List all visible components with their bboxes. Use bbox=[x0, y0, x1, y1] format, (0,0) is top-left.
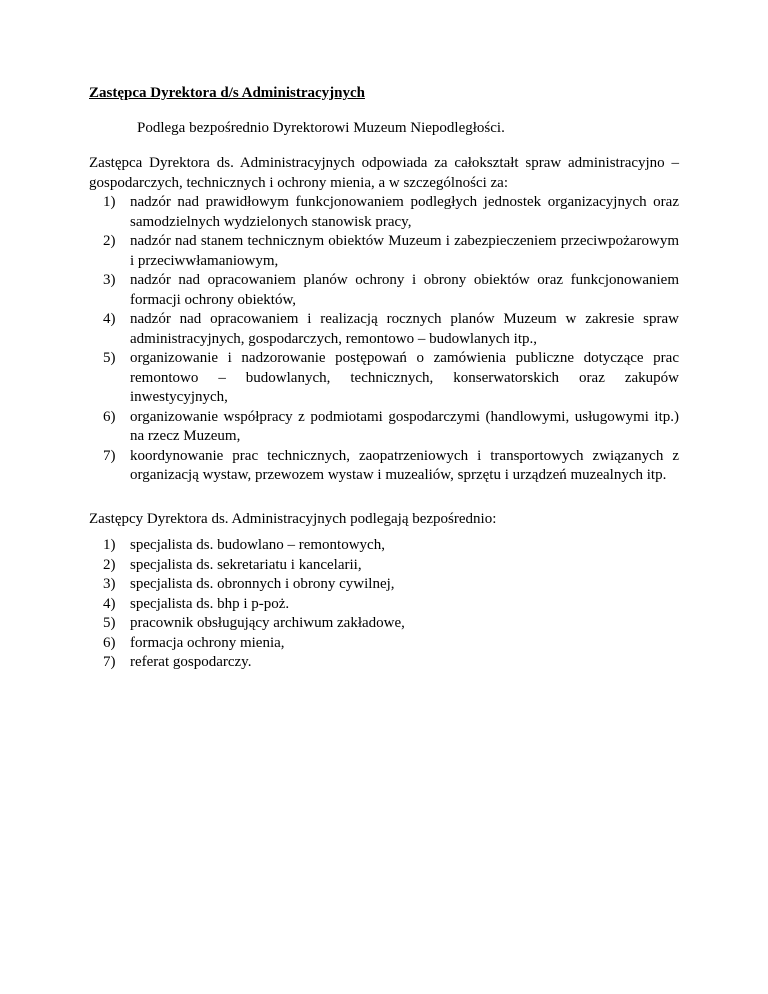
list-item bbox=[89, 232, 679, 271]
list-item-text: nadzór nad prawidłowym funkcjonowaniem podległych jednostek organizacyjnych oraz samodzielnych wydzielonych stanowisk pracy, bbox=[130, 194, 679, 230]
list-item-number: 7) bbox=[103, 447, 116, 464]
list-item-number: 5) bbox=[103, 615, 116, 631]
responsibilities-section bbox=[89, 154, 679, 486]
subordination-statement: Podlega bezpośrednio Dyrektorowi Muzeum Niepodległości. bbox=[137, 120, 505, 136]
list-item bbox=[89, 447, 679, 486]
list-item bbox=[89, 634, 405, 654]
list-item-number: 2) bbox=[103, 556, 116, 573]
list-item-text: pracownik obsługujący archiwum zakładowe, bbox=[130, 615, 405, 631]
list-item bbox=[89, 536, 405, 556]
list-item-number: 3) bbox=[103, 576, 116, 592]
list-item bbox=[89, 575, 405, 595]
list-item-text: specjalista ds. sekretariatu i kancelarii, bbox=[130, 556, 362, 573]
list-item bbox=[89, 614, 405, 634]
list-item-text: nadzór nad stanem technicznym obiektów Muzeum i zabezpieczeniem przeciwpożarowym i przeciwwłamaniowym, bbox=[130, 233, 679, 269]
list-item bbox=[89, 193, 679, 232]
list-item bbox=[89, 595, 405, 615]
list-item-number: 6) bbox=[103, 408, 116, 425]
subordinates-heading: Zastępcy Dyrektora ds. Administracyjnych podlegają bezpośrednio: bbox=[89, 511, 497, 527]
list-item-number: 1) bbox=[103, 537, 116, 553]
subordinates-list bbox=[89, 536, 405, 673]
list-item-number: 3) bbox=[103, 272, 116, 288]
list-item-text: nadzór nad opracowaniem planów ochrony i obrony obiektów oraz funkcjonowaniem formacji ochrony obiektów, bbox=[130, 272, 679, 308]
list-item-text: specjalista ds. obronnych i obrony cywilnej, bbox=[130, 576, 395, 592]
document-title: Zastępca Dyrektora d/s Administracyjnych bbox=[89, 85, 365, 101]
list-item bbox=[89, 408, 679, 447]
list-item-number: 6) bbox=[103, 634, 116, 651]
list-item bbox=[89, 271, 679, 310]
list-item-number: 2) bbox=[103, 233, 116, 249]
list-item-text: nadzór nad opracowaniem i realizacją rocznych planów Muzeum w zakresie spraw administracyjnych, gospodarczych, remontowo – budowlanych itp., bbox=[130, 311, 679, 347]
list-item bbox=[89, 653, 405, 673]
list-item-number: 4) bbox=[103, 311, 116, 327]
responsibilities-intro: Zastępca Dyrektora ds. Administracyjnych odpowiada za całokształt spraw administracyjno – gospodarczych, technicznych i ochrony mienia, a w szczególności za: bbox=[89, 155, 679, 191]
list-item-text: specjalista ds. budowlano – remontowych, bbox=[130, 537, 385, 553]
list-item-number: 5) bbox=[103, 350, 116, 366]
duties-list bbox=[89, 193, 679, 486]
list-item-text: referat gospodarczy. bbox=[130, 654, 252, 670]
list-item bbox=[89, 349, 679, 408]
list-item-number: 4) bbox=[103, 595, 116, 612]
list-item-text: koordynowanie prac technicznych, zaopatrzeniowych i transportowych związanych z organizacją wystaw, przewozem wystaw i muzealiów, sprzętu i urządzeń muzealnych itp. bbox=[130, 447, 679, 483]
list-item bbox=[89, 310, 679, 349]
list-item-text: formacja ochrony mienia, bbox=[130, 634, 285, 651]
list-item-text: organizowanie współpracy z podmiotami gospodarczymi (handlowymi, usługowymi itp.) na rzecz Muzeum, bbox=[130, 408, 679, 444]
list-item-number: 7) bbox=[103, 654, 116, 670]
list-item-number: 1) bbox=[103, 194, 116, 210]
list-item-text: organizowanie i nadzorowanie postępowań o zamówienia publiczne dotyczące prac remontowo – budowlanych, technicznych, konserwatorskich oraz zakupów inwestycyjnych, bbox=[130, 350, 679, 405]
list-item bbox=[89, 556, 405, 576]
list-item-text: specjalista ds. bhp i p-poż. bbox=[130, 595, 290, 612]
